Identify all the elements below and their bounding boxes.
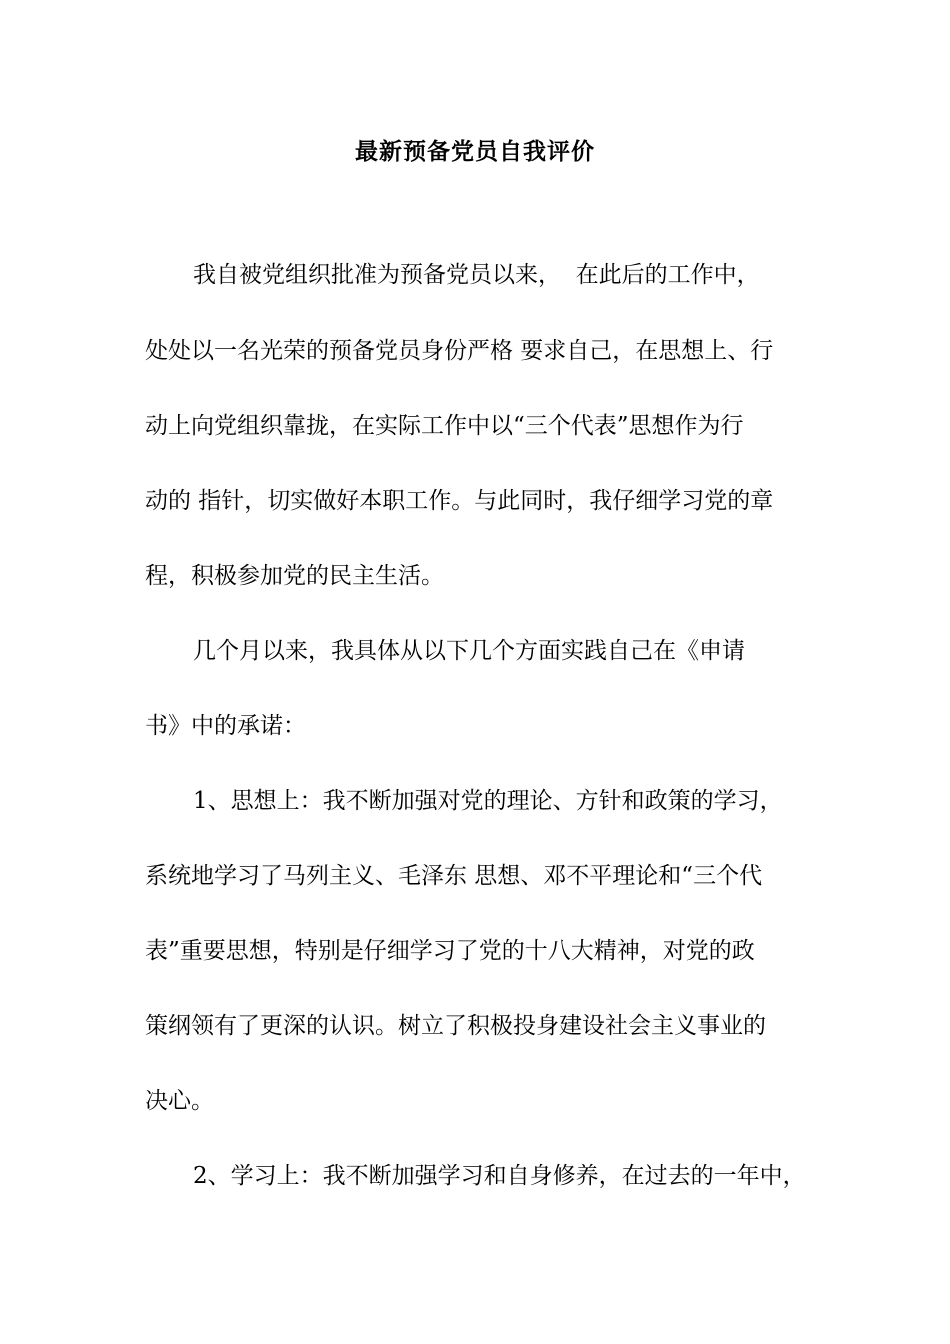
text-line: 程，积极参加党的民主生活。 xyxy=(145,563,444,589)
text-line: 2、学习上：我不断加强学习和自身修养，在过去的一年中， xyxy=(193,1163,806,1189)
text-line: 决心。 xyxy=(145,1088,214,1114)
text-line: 系统地学习了马列主义、毛泽东 思想、邓不平理论和“三个代 xyxy=(145,863,763,889)
text-line: 书》中的承诺： xyxy=(145,713,306,739)
text-line: 动上向党组织靠拢，在实际工作中以“三个代表”思想作为行 xyxy=(145,413,744,439)
text-line: 动的 指针，切实做好本职工作。与此同时，我仔细学习党的章 xyxy=(145,488,774,514)
text-line: 1、思想上：我不断加强对党的理论、方针和政策的学习， xyxy=(193,788,783,814)
text-line: 表”重要思想，特别是仔细学习了党的十八大精神，对党的政 xyxy=(145,938,755,964)
text-line: 几个月以来，我具体从以下几个方面实践自己在《申请 xyxy=(193,638,745,664)
text-line: 策纲领有了更深的认识。树立了积极投身建设社会主义事业的 xyxy=(145,1013,766,1039)
text-line: 我自被党组织批准为预备党员以来， 在此后的工作中， xyxy=(193,262,760,288)
document-title: 最新预备党员自我评价 xyxy=(355,139,595,165)
text-line: 处处以一名光荣的预备党员身份严格 要求自己，在思想上、行 xyxy=(145,338,774,364)
